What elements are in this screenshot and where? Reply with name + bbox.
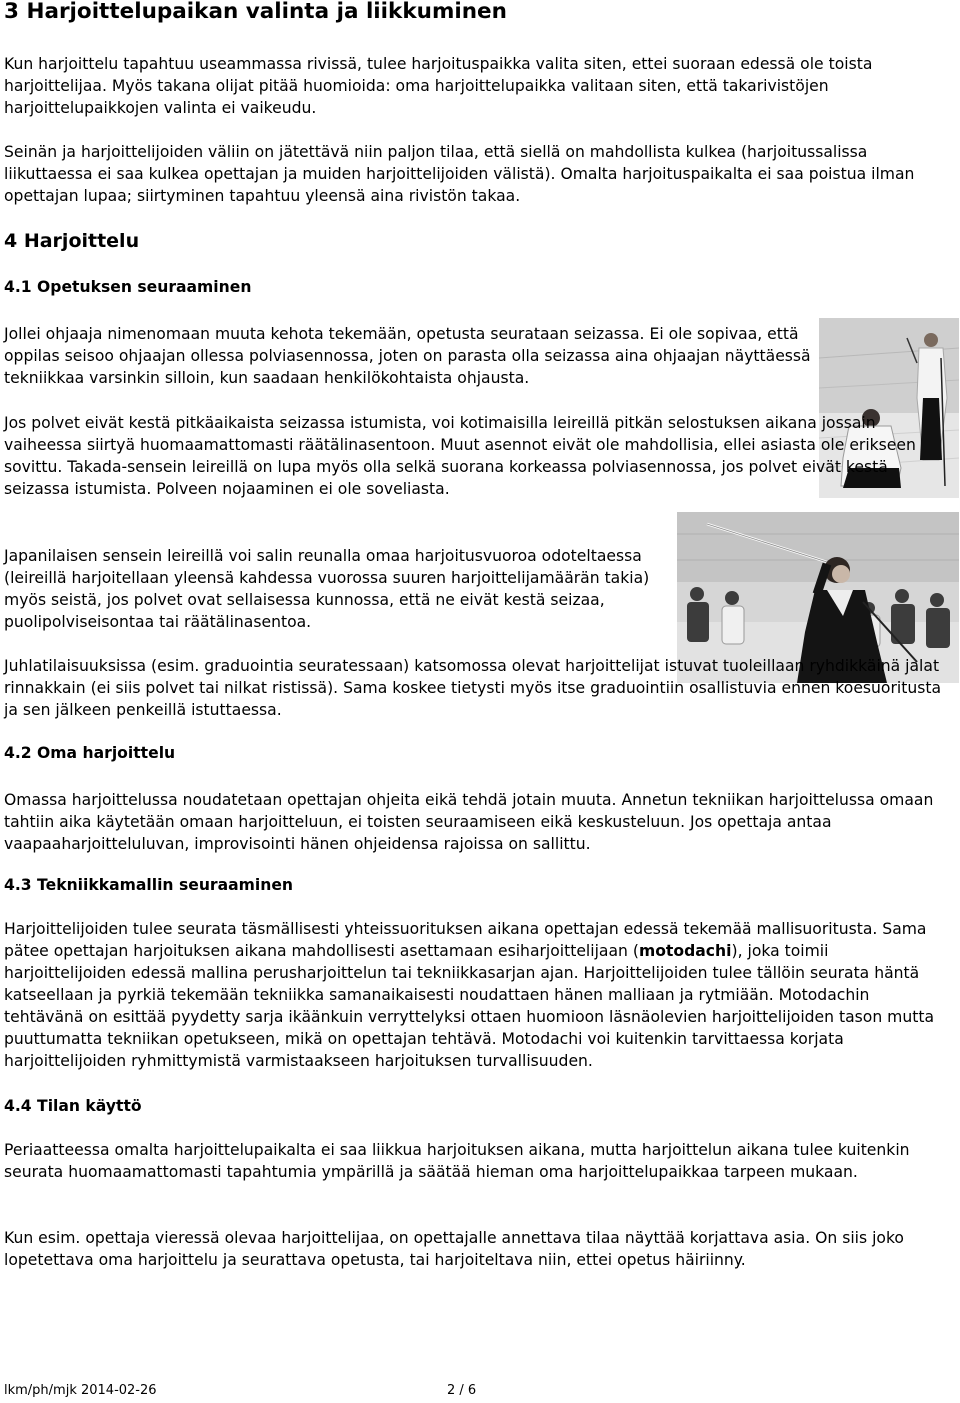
- heading-section-4-2: 4.2 Oma harjoittelu: [4, 744, 176, 762]
- paragraph-japanese-sensei: Japanilaisen sensein leireillä voi salin reunalla omaa harjoitusvuoroa odoteltaessa (leireillä harjoitellaan yleensä kahdessa vuorossa suuren harjoittelijamäärän takia) myös seistä, jos polvet ovat sellaisessa kunnossa, että ne eivät kestä seizaa, puolipolviseisontaa tai räätälinasentoa.: [4, 547, 650, 631]
- heading-section-3: 3 Harjoittelupaikan valinta ja liikkuminen: [4, 0, 507, 24]
- paragraph-space-use: Periaatteessa omalta harjoittelupaikalta ei saa liikkua harjoituksen aikana, mutta harjoittelun aikana tulee kuitenkin seurata huomaamattomasti tapahtumia ympärillä ja säätää hieman oma harjoittelupaikkaa tarpeen mukaan.: [4, 1141, 910, 1181]
- paragraph-row-placement: Kun harjoittelu tapahtuu useammassa rivissä, tulee harjoituspaikka valita siten, ettei suoraan edessä ole toista harjoittelijaa. Myös takana olijat pitää huomioida: oma harjoittelupaikka valitaan siten, että takarivistöjen harjoittelupaikkojen valinta ei vaikeudu.: [4, 55, 873, 117]
- heading-section-4-4: 4.4 Tilan käyttö: [4, 1097, 142, 1115]
- paragraph-own-practice: Omassa harjoittelussa noudatetaan opettajan ohjeita eikä tehdä jotain muuta. Annetun tekniikan harjoittelussa omaan tahtiin aika käytetään omaan harjoitteluun, ei toisten seuraamiseen eikä keskusteluun. Jos opettaja antaa vaapaaharjoitteluluvan, improvisointi hänen ohjeidensa rajoissa on sallittu.: [4, 791, 934, 853]
- paragraph-technique-model-text-1: Harjoittelijoiden tulee seurata täsmällisesti yhteissuorituksen aikana opettajan edessä tekemää mallisuoritusta. Sama pätee opettajan harjoituksen aikana mahdollisesti asettamaan esiharjoittelijaan (: [4, 920, 927, 960]
- footer-document-id: lkm/ph/mjk 2014-02-26: [4, 1383, 157, 1398]
- paragraph-technique-model-text-2: ), joka toimii harjoittelijoiden edessä mallina perusharjoittelun tai tekniikkasarjan ajan. Harjoittelijoiden tulee tällöin seurata häntä katseellaan ja pyrkiä tekemään tekniikka samanaikaisesti noudattaen hänen malliaan ja rytmiään. Motodachin tehtävänä on esittää pyydetty sarja ikäänkuin verryttelyksi ottaen huomioon läsnäolevien harjoittelijoiden tason mutta puuttumatta tekniikan opetukseen, mikä on opettajan tehtävä. Motodachi voi kuitenkin tarvittaessa korjata harjoittelijoiden ryhmittymistä varmistaakseen harjoituksen turvallisuuden.: [4, 942, 935, 1070]
- paragraph-teacher-correction: Kun esim. opettaja vieressä olevaa harjoittelijaa, on opettajalle annettava tilaa näyttää korjattava asia. On siis joko lopetettava oma harjoittelu ja seurattava opetusta, tai harjoiteltava niin, ettei opetus häiriinny.: [4, 1229, 904, 1269]
- paragraph-technique-model: [4, 918, 949, 1072]
- paragraph-ceremonies: Juhlatilaisuuksissa (esim. graduointia seuratessaan) katsomossa olevat harjoittelijat istuvat tuoleillaan ryhdikkäinä jalat rinnakkain (ei siis polvet tai nilkat ristissä). Sama koskee tietysti myös itse graduointiin osallistuvia ennen koesuoritusta ja sen jälkeen penkeillä istuttaessa.: [4, 657, 941, 719]
- heading-section-4-3: 4.3 Tekniikkamallin seuraaminen: [4, 876, 294, 894]
- paragraph-wall-space: Seinän ja harjoittelijoiden väliin on jätettävä niin paljon tilaa, että siellä on mahdollista kulkea (harjoitussalissa liikuttaessa ei saa kulkea opettajan ja muiden harjoittelijoiden välistä). Omalta harjoituspaikalta ei saa poistua ilman opettajan lupaa; siirtyminen tapahtuu yleensä aina rivistön takaa.: [4, 143, 915, 205]
- heading-section-4-1: 4.1 Opetuksen seuraaminen: [4, 278, 252, 296]
- heading-section-4: 4 Harjoittelu: [4, 230, 140, 252]
- footer-page-number: 2 / 6: [447, 1383, 477, 1398]
- paragraph-knees-tired: Jos polvet eivät kestä pitkäaikaista seizassa istumista, voi kotimaisilla leireillä pitkän selostuksen aikana jossain vaiheessa siirtyä huomaamattomasti räätälinasentoon. Muut asennot eivät ole mahdollisia, ellei asiasta ole erikseen sovittu. Takada-sensein leireillä on lupa myös olla selkä suorana korkeassa polviasennossa, jos polvet eivät kestä seizassa istumista. Polveen nojaaminen ei ole soveliasta.: [4, 414, 916, 498]
- paragraph-follow-seiza: Jollei ohjaaja nimenomaan muuta kehota tekemään, opetusta seurataan seizassa. Ei ole sopivaa, että oppilas seisoo ohjaajan ollessa polviasennossa, joten on parasta olla seizassa aina ohjaajan näyttäessä tekniikkaa varsinkin silloin, kun saadaan henkilökohtaista ohjausta.: [4, 325, 811, 387]
- term-motodachi: motodachi: [638, 942, 732, 960]
